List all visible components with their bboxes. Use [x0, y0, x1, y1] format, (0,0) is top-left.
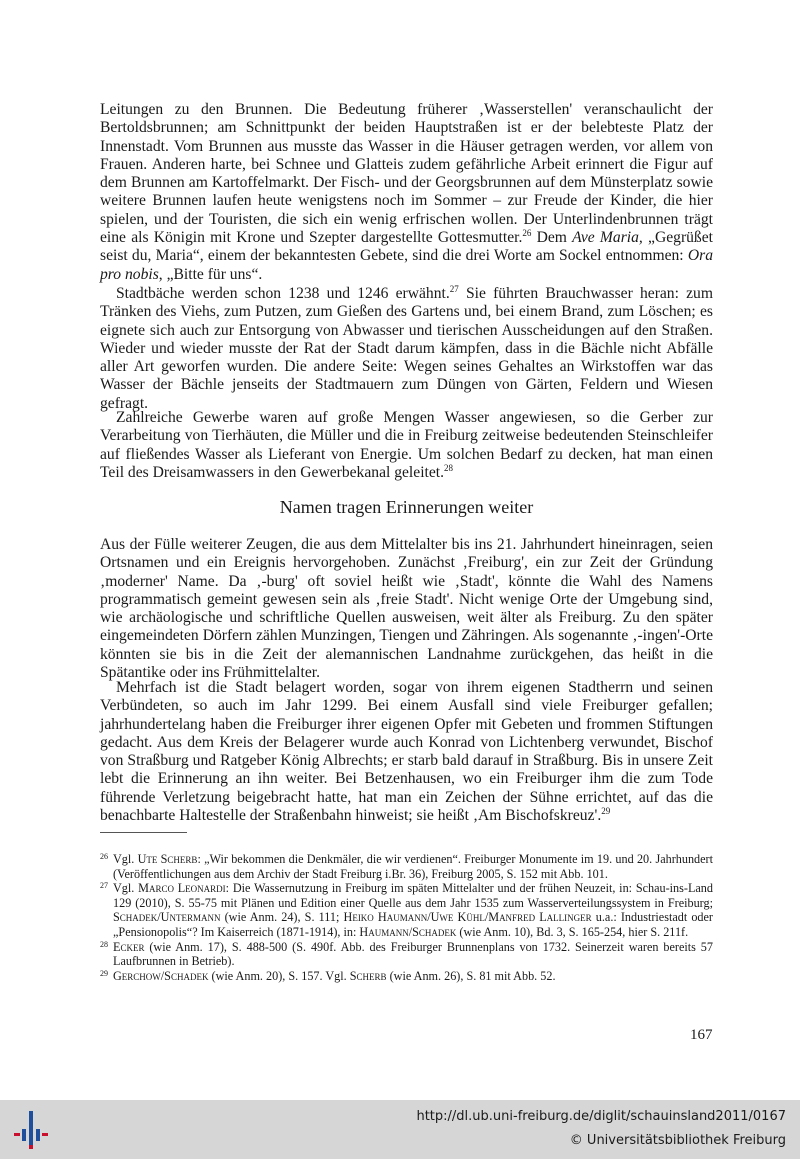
footnote-divider	[100, 832, 187, 833]
paragraph-4-text: Aus der Fülle weiterer Zeugen, die aus dem Mittelalter bis ins 21. Jahrhundert hineinragen, seien Ortsnamen und ein Ereignis hervorgehoben. Zunächst ‚Freiburg', ein zur Zeit der Gründung ‚moderner' Name. Da ‚-burg' oft soviel heißt wie ‚Stadt', könnte die Wahl des Namens programmatisch gemeint gewesen sein als ‚freie Stadt'. Nicht wenige Orte der Umgebung sind, wie archäologische und schriftliche Quellen ausweisen, weit älter als Freiburg. Zu den später eingemeindeten Dörfern zählen Munzingen, Tiengen und Zähringen. Als sogenannte ‚-ingen'-Orte könnten sie bis in die Zeit der alemannischen Landnahme zurückgehen, das heißt in die Spätantike oder ins Frühmittelalter.	[100, 536, 713, 682]
footnote-author: Gerchow/Schadek	[113, 968, 209, 983]
paragraph-3-text: Zahlreiche Gewerbe waren auf große Mengen Wasser angewiesen, so die Gerber zur Verarbeitung von Tierhäuten, die Müller und die in Freiburg zeitweise bedeutenden Steinschleifer auf fließendes Wasser als Lieferant von Energie. Um solchen Bedarf zu decken, hat man einen Teil des Dreisamwassers in den Gewerbekanal geleitet.	[100, 409, 713, 481]
footnote-ref-26[interactable]: 26	[522, 227, 532, 238]
viewer-footer	[0, 1100, 800, 1159]
paragraph-5-text: Mehrfach ist die Stadt belagert worden, sogar von ihrem eigenen Stadtherrn und seinen Verbündeten, so auch im Jahr 1299. Bei einem Ausfall sind viele Freiburger gefallen; jahrhundertelang haben die Freiburger ihrer eigenen Opfer mit Gebeten und frommen Stiftungen gedacht. Aus dem Kreis der Belagerer wurde auch Konrad von Lichtenberg verwundet, Bischof von Straßburg und Ratgeber König Albrechts; er starb bald darauf in Straßburg. Bis in unsere Zeit lebt die Erinnerung an ihn weiter. Bei Betzenhausen, wo ein Freiburger ihm die zum Tode führende Verletzung beigebracht hatte, hat man ein Zeichen der Sühne errichtet, auf das die benachbarte Haltestelle der Straßenbahn hinweist; sie heißt ‚Am Bischofskreuz'.	[100, 679, 713, 825]
footnote-text: (wie Anm. 17), S. 488-500 (S. 490f. Abb. des Freiburger Brunnenplans von 1732. Seinerzeit waren bereits 57 Laufbrunnen in Betrieb).	[113, 939, 713, 969]
paragraph-4	[100, 536, 713, 682]
footnote-author: Marco Leonardi	[138, 881, 226, 896]
paragraph-3	[100, 409, 713, 482]
footnote-author: Ecker	[113, 939, 145, 954]
paragraph-1-italic-ora-pro-nobis: Ora pro nobis	[100, 247, 713, 283]
paragraph-1-italic-ave-maria: Ave Maria,	[572, 229, 643, 247]
footnote-text: (wie Anm. 20), S. 157. Vgl.	[208, 968, 350, 983]
permalink-url[interactable]: http://dl.ub.uni-freiburg.de/diglit/schauinsland2011/0167	[416, 1109, 786, 1124]
footnote-28	[100, 940, 713, 969]
footnote-text: Vgl.	[113, 852, 138, 866]
ub-freiburg-logo-icon[interactable]	[11, 1107, 53, 1153]
footnote-text: (wie Anm. 24), S. 111;	[220, 910, 344, 925]
paragraph-1-text-b: Dem	[531, 229, 573, 247]
footnote-author: Ute Scherb	[137, 852, 198, 866]
paragraph-2-text-b: Sie führten Brauchwasser heran: zum Tränken des Viehs, zum Putzen, zum Gießen des Gartens und, bei einem Brand, zum Löschen; es eignete sich auch zur Entsorgung von Abwasser und tierischen Ausscheidungen auf den Straßen. Wieder und wieder musste der Rat der Stadt darum kämpfen, dass in die Bächle nicht Abfälle aller Art geworfen wurden. Die andere Seite: Wegen seines Gehaltes an Wirkstoffen war das Wasser der Bächle jenseits der Stadtmauern zum Düngen von Gärten, Feldern und Wiesen gefragt.	[100, 285, 713, 412]
paragraph-2	[100, 285, 713, 413]
paragraph-2-text: Stadtbäche werden schon 1238 und 1246 erwähnt.	[116, 285, 450, 302]
footnote-text: Vgl.	[113, 881, 139, 896]
paragraph-1-text: Leitungen zu den Brunnen. Die Bedeutung früherer ‚Wasserstellen' veranschaulicht der Bertoldsbrunnen; am Schnittpunkt der beiden Hauptstraßen ist er der belebteste Platz der Innenstadt. Vom Brunnen aus musste das Wasser in die Häuser getragen werden, vor allem von Frauen. Anderen harte, bei Schnee und Glatteis zudem gefährliche Arbeit erinnert die Figur auf dem Brunnen am Kartoffelmarkt. Der Fisch- und der Georgsbrunnen auf dem Münsterplatz sowie weitere Brunnen laufen heute wenigstens noch im Sommer – zur Freude der Kinder, die hier spielen, und der Touristen, die sich ein wenig erfrischen wollen. Der Unterlindenbrunnen trägt eine als Königin mit Krone und Szepter dargestellte Gottesmutter.	[100, 101, 713, 247]
footnote-text: : Die Wassernutzung in Freiburg im späten Mittelalter und der frühen Neuzeit, in: Schau-ins-Land 129 (2010), S. 55-75 mit Plänen und Edition einer Quelle aus dem Jahr 1535 zum Wasserverteilungssystem in Freiburg;	[113, 881, 713, 910]
footnote-number: 28	[100, 939, 108, 949]
paragraph-1-text-d: , „Bitte für uns“.	[158, 265, 263, 283]
footnote-author: Haumann/Schadek	[359, 924, 457, 939]
footnote-26	[100, 852, 713, 881]
paragraph-1	[100, 101, 713, 284]
footnote-27	[100, 881, 713, 939]
footnote-ref-27[interactable]: 27	[449, 283, 459, 294]
paragraph-5	[100, 679, 713, 825]
footnote-text: u.a.: Industriestadt oder „Pensionopolis“? Im Kaiserreich (1871-1914), in:	[113, 910, 713, 939]
paragraph-1-text-c: „Gegrüßet seist du, Maria“, einem der bekanntesten Gebete, sind die drei Worte am Sockel entnommen:	[100, 229, 713, 265]
footnote-text: (wie Anm. 26), S. 81 mit Abb. 52.	[386, 968, 556, 983]
footnote-ref-28[interactable]: 28	[444, 462, 454, 473]
section-heading: Namen tragen Erinnerungen weiter	[279, 497, 534, 517]
footnote-author: Scherb	[349, 968, 387, 983]
footnote-text: (wie Anm. 10), Bd. 3, S. 165-254, hier S. 211f.	[456, 924, 689, 939]
footnote-author: Heiko Haumann/Uwe Kühl/Manfred Lallinger	[343, 910, 592, 925]
footnote-number: 26	[100, 852, 108, 861]
footnote-author: Schadek/Untermann	[113, 910, 221, 925]
copyright-notice: © Universitätsbibliothek Freiburg	[569, 1133, 786, 1148]
footnote-29	[100, 969, 713, 984]
footnote-text: : „Wir bekommen die Denkmäler, die wir verdienen“. Freiburger Monumente im 19. und 20. Jahrhundert (Veröffentlichungen aus dem Archiv der Stadt Freiburg i.Br. 36), Freiburg 2005, S. 152 mit Abb. 101.	[113, 852, 713, 881]
footnotes	[100, 852, 713, 983]
footnote-ref-29[interactable]: 29	[601, 805, 611, 816]
footnote-number: 27	[100, 881, 108, 891]
footnote-number: 29	[100, 968, 108, 978]
page-number: 167	[690, 1027, 713, 1043]
